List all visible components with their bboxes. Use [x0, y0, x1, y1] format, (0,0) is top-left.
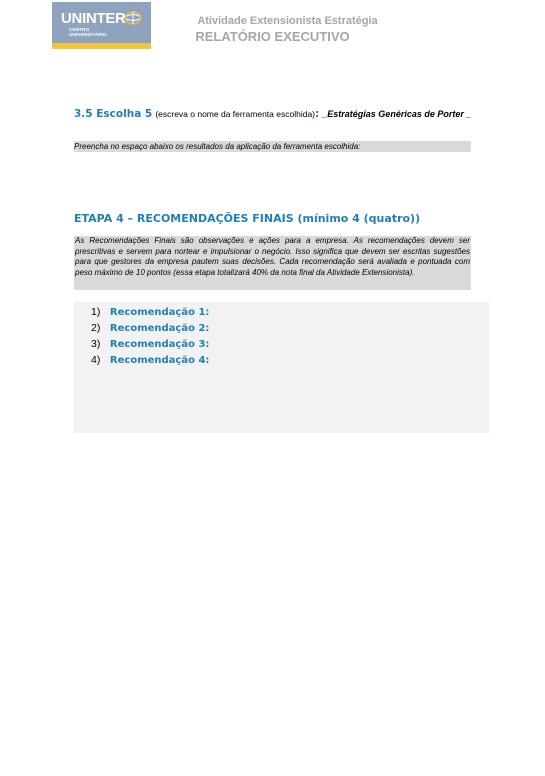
stage4-description: As Recomendações Finais são observações e ações para a empresa. As recomendações devem ser prescritivas e servem para nortear e impulsionar o negócio. Isso significa que devem ser escritas sugestões para que gestores da empresa pautem suas decisões. Cada recomendação será avaliada e pontuada com peso máximo de 10 pontos (essa etapa totalizará 40% da nota final da Atividade Extensionista).	[74, 236, 471, 290]
logo-subtitle-line1: CENTRO	[69, 28, 90, 33]
choice-line	[74, 106, 474, 123]
logo-subtitle	[69, 28, 107, 38]
logo-yellow-bar	[52, 43, 151, 49]
recommendation-label: Recomendação 1:	[109, 307, 210, 318]
recommendation-item	[91, 336, 209, 352]
choice-colon: :	[315, 108, 320, 120]
choice-hint: (escreva o nome da ferramenta escolhida)	[155, 109, 316, 119]
recommendation-label: Recomendação 3:	[109, 339, 210, 350]
recommendation-number: 3)	[91, 338, 101, 350]
tool-name: _Estratégias Genéricas de Porter _	[322, 109, 472, 119]
recommendation-item	[91, 352, 209, 368]
recommendations-list	[91, 304, 209, 368]
globe-emblem-icon	[124, 11, 142, 25]
logo-subtitle-line2: UNIVERSITÁRIO	[69, 33, 107, 38]
uninter-logo	[52, 2, 151, 49]
tool-instruction: Preencha no espaço abaixo os resultados da aplicação da ferramenta escolhida:	[74, 141, 471, 152]
logo-name: UNINTER	[61, 10, 126, 27]
activity-heading: Atividade Extensionista Estratégia	[197, 15, 378, 27]
report-title: RELATÓRIO EXECUTIVO	[195, 29, 350, 44]
recommendation-label: Recomendação 4:	[109, 355, 210, 366]
recommendation-number: 4)	[91, 354, 101, 366]
recommendation-item	[91, 304, 209, 320]
recommendation-label: Recomendação 2:	[109, 323, 210, 334]
recommendation-item	[91, 320, 209, 336]
choice-number: 3.5 Escolha 5	[74, 108, 153, 120]
recommendation-number: 2)	[91, 322, 101, 334]
recommendation-number: 1)	[91, 306, 101, 318]
recommendations-box[interactable]	[74, 302, 489, 433]
stage4-title: ETAPA 4 – RECOMENDAÇÕES FINAIS (mínimo 4 (quatro))	[74, 212, 421, 225]
